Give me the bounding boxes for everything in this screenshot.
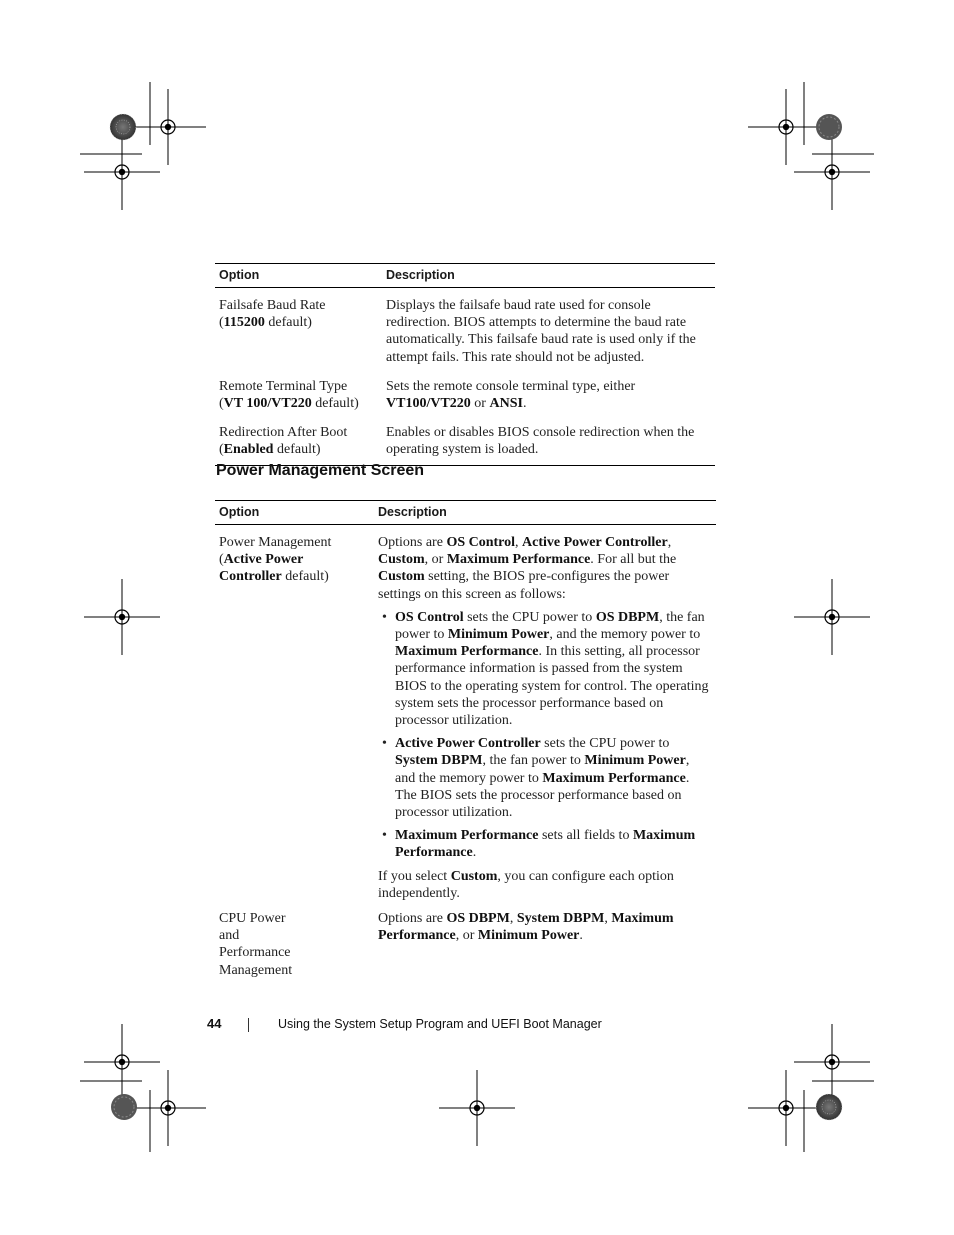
table-row (215, 372, 715, 418)
bold-term: OS Control (395, 609, 464, 625)
sunburst-mark-bottom-left (111, 1094, 137, 1120)
description-paragraph: Options are OS Control, Active Power Controller, Custom, or Maximum Performance. For all but the Custom setting, the BIOS pre-configures the power settings on this screen as follows: (378, 535, 677, 602)
bold-term: Custom (378, 552, 425, 568)
option-cell (215, 908, 374, 979)
column-header-option: Option (215, 264, 382, 288)
crosshair-mark-bottom-center (439, 1070, 515, 1146)
option-cell (215, 288, 382, 372)
option-name: Redirection After Boot (219, 425, 348, 441)
option-name: Power Management (219, 535, 332, 550)
option-name: CPU Power and Performance Management (219, 911, 293, 978)
page-number: 44 (207, 1016, 222, 1031)
bold-term: Active Power Controller (219, 552, 304, 585)
table-body (215, 525, 716, 979)
crosshair-mark-right-upper (794, 134, 870, 210)
bold-term: OS DBPM (446, 911, 510, 927)
bold-term: Active Power Controller (395, 736, 541, 752)
bold-term: System DBPM (516, 911, 605, 927)
table-row (215, 288, 715, 372)
bold-term: Maximum Performance (378, 911, 674, 944)
table-header-row (215, 264, 715, 288)
crosshair-mark-right-middle (794, 579, 870, 655)
crosshair-mark-left-lower (84, 1024, 160, 1100)
console-redirection-table (215, 263, 715, 466)
option-name: Failsafe Baud Rate (219, 298, 326, 313)
bold-term: Minimum Power (584, 753, 686, 769)
bold-term: 115200 (223, 315, 265, 331)
option-cell (215, 372, 382, 418)
option-cell (215, 418, 382, 465)
sunburst-mark-top-left (110, 114, 136, 140)
option-default: (VT 100/VT220 default) (219, 396, 359, 412)
description-cell: Enables or disables BIOS console redirection when the operating system is loaded. (382, 418, 715, 465)
list-item: • Active Power Controller sets the CPU power to System DBPM, the fan power to Minimum Power, and the memory power to Maximum Performance. The BIOS sets the processor performance based on processor utilization. (378, 735, 712, 821)
bold-term: VT 100/VT220 (223, 396, 312, 412)
option-default: (Active Power Controller default) (219, 552, 329, 585)
bold-term: ANSI (489, 396, 523, 412)
column-header-description: Description (374, 501, 716, 525)
description-cell: Displays the failsafe baud rate used for console redirection. BIOS attempts to determine the baud rate automatically. This failsafe baud rate is used only if the attempt fails. This rate should not be adjusted. (386, 298, 696, 365)
section-heading: Power Management Screen (216, 462, 425, 479)
bold-term: Maximum Performance (395, 828, 539, 844)
column-header-description: Description (382, 264, 715, 288)
column-header-option: Option (215, 501, 374, 525)
option-cell (215, 525, 374, 909)
list-item: • Maximum Performance sets all fields to Maximum Performance. (378, 827, 712, 861)
bold-term: Maximum Performance (446, 552, 591, 568)
table-row (215, 525, 716, 909)
power-management-table (215, 500, 716, 979)
crosshair-mark-left-upper (84, 134, 160, 210)
bold-term: Custom (450, 868, 498, 884)
bullet-list (378, 609, 712, 862)
sunburst-mark-bottom-right (816, 1094, 842, 1120)
bold-term: Minimum Power (477, 928, 580, 944)
bold-term: OS DBPM (595, 609, 660, 625)
description-paragraph: Options are OS DBPM, System DBPM, Maximum Performance, or Minimum Power. (378, 911, 674, 944)
table-header-row (215, 501, 716, 525)
bold-term: Maximum Performance (542, 770, 686, 786)
crosshair-mark-right-lower (794, 1024, 870, 1100)
table-body (215, 288, 715, 466)
description-cell: Sets the remote console terminal type, either VT100/VT220 or ANSI. (386, 378, 636, 412)
bold-term: Maximum Performance (395, 828, 696, 861)
bold-term: System DBPM (395, 753, 483, 769)
footer-divider (248, 1018, 249, 1032)
crosshair-mark-left-middle (84, 579, 160, 655)
option-name: Remote Terminal Type (219, 378, 348, 394)
table-row (215, 908, 716, 979)
description-cell (374, 525, 716, 909)
option-default: (115200 default) (219, 315, 312, 331)
bold-term: Minimum Power (447, 627, 550, 643)
running-title: Using the System Setup Program and UEFI Boot Manager (278, 1017, 602, 1031)
bold-term: Enabled (223, 442, 274, 458)
description-paragraph: If you select Custom, you can configure each option independently. (378, 868, 674, 901)
sunburst-mark-top-right (816, 114, 842, 140)
description-cell (374, 908, 716, 979)
bold-term: OS Control (446, 535, 516, 550)
bold-term: Custom (378, 569, 425, 585)
list-item: • OS Control sets the CPU power to OS DBPM, the fan power to Minimum Power, and the memory power to Maximum Performance. In this setting, all processor performance information is passed from the system BIOS to the operating system for control. The operating system sets the processor performance based on processor utilization. (378, 609, 712, 729)
option-default: (Enabled default) (219, 442, 321, 458)
bold-term: Active Power Controller (522, 535, 668, 550)
bold-term: Maximum Performance (395, 644, 539, 660)
table-row (215, 418, 715, 465)
bold-term: VT100/VT220 (386, 396, 471, 412)
